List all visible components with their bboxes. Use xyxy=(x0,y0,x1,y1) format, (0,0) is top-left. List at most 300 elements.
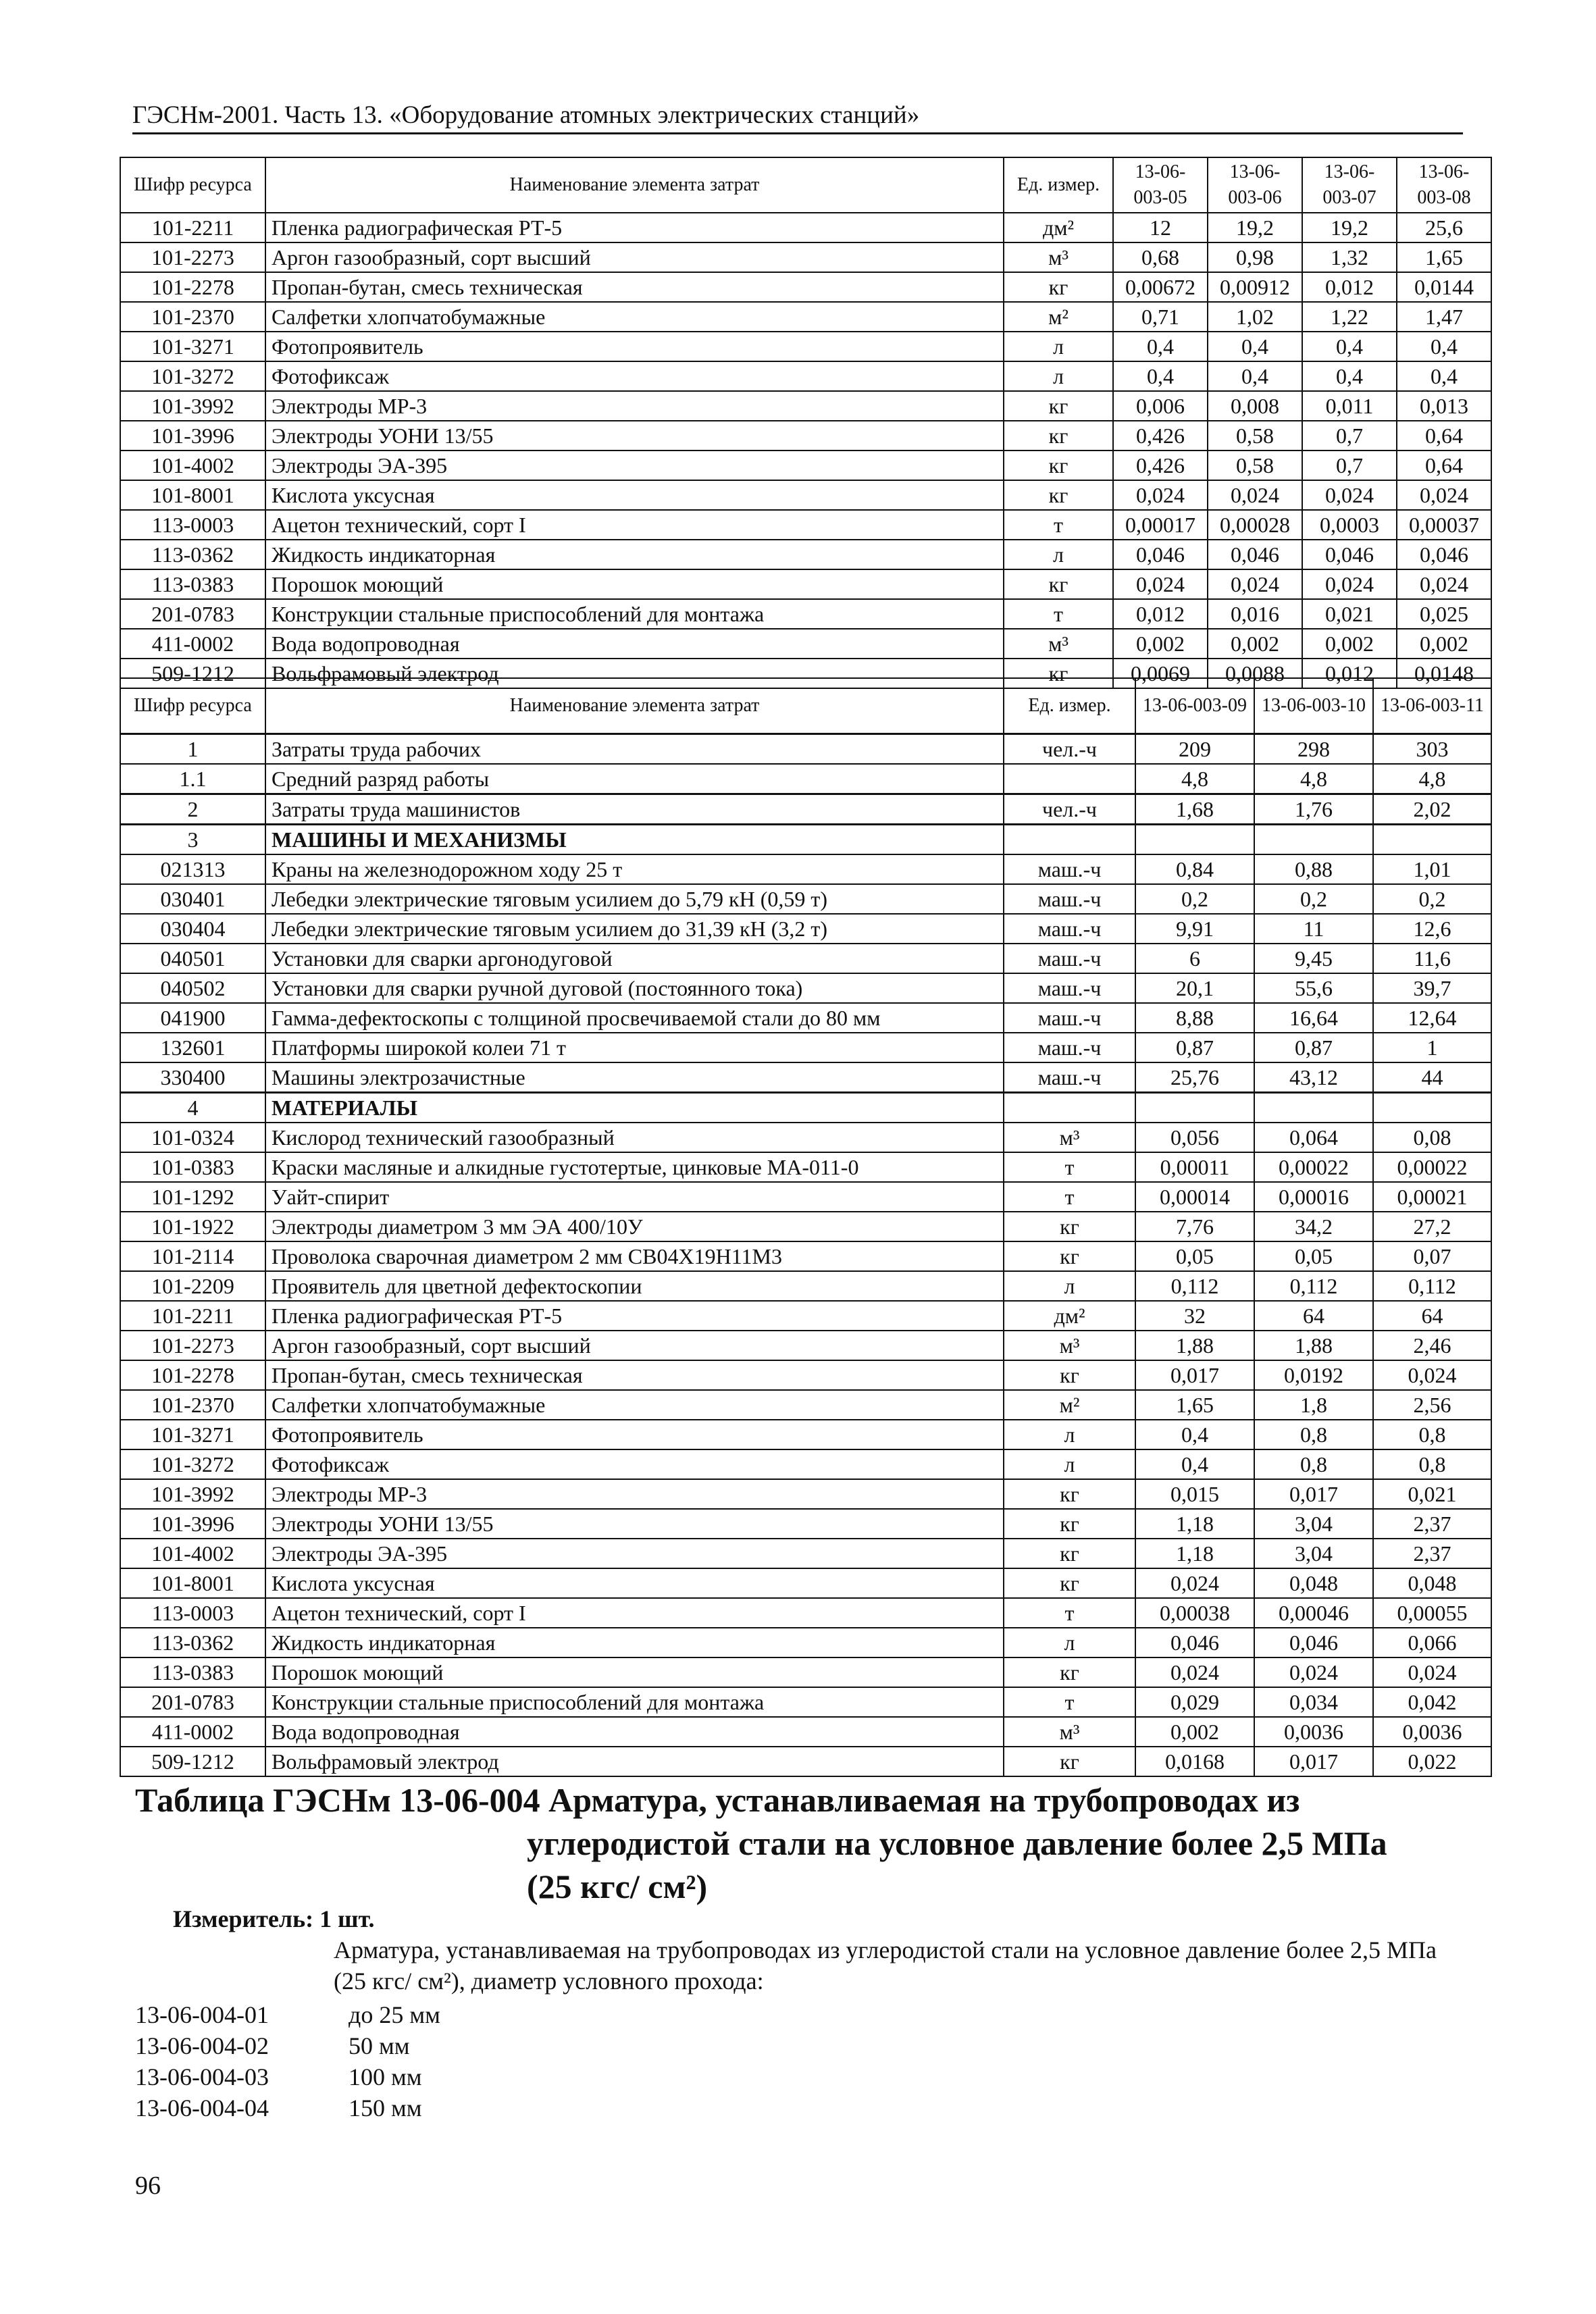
cell-value: 0,0168 xyxy=(1135,1747,1254,1776)
cell-value: 0,024 xyxy=(1302,480,1397,510)
cell-code: 101-0383 xyxy=(120,1152,265,1182)
cell-name: Конструкции стальные приспособлений для монтажа xyxy=(265,1687,1004,1717)
cell-code: 509-1212 xyxy=(120,1747,265,1776)
cell-value: 4,8 xyxy=(1373,764,1491,794)
norm-code: 13-06-004-03 xyxy=(135,2063,269,2090)
cell-value: 0,024 xyxy=(1208,480,1302,510)
cell-value: 0,7 xyxy=(1302,421,1397,451)
cell-value xyxy=(1135,1093,1254,1123)
cell-unit: маш.-ч xyxy=(1004,1033,1135,1062)
table-row xyxy=(120,1747,1491,1776)
cell-name: Лебедки электрические тяговым усилием до 5,79 кН (0,59 т) xyxy=(265,884,1004,914)
norm-code: 13-06-004-01 xyxy=(135,2001,269,2028)
cell-value xyxy=(1373,825,1491,855)
cell-value: 0,034 xyxy=(1254,1687,1373,1717)
cell-value: 0,112 xyxy=(1135,1271,1254,1301)
section-description: Арматура, устанавливаемая на трубопроводах из углеродистой стали на условное давление более 2,5 МПа (25 кгс/ см²), диаметр условного прохода: xyxy=(334,1936,1437,1995)
cell-unit: т xyxy=(1004,1152,1135,1182)
cell-value: 0,88 xyxy=(1254,854,1373,884)
cell-name: Аргон газообразный, сорт высший xyxy=(265,1331,1004,1360)
cell-code: 021313 xyxy=(120,854,265,884)
table-row xyxy=(120,599,1491,629)
cell-value: 209 xyxy=(1135,734,1254,765)
cell-code: 411-0002 xyxy=(120,1717,265,1747)
cell-name: Кислород технический газообразный xyxy=(265,1123,1004,1152)
cell-value: 0,017 xyxy=(1135,1360,1254,1390)
cell-value: 0,05 xyxy=(1135,1241,1254,1271)
cell-value xyxy=(1254,825,1373,855)
cell-value: 2,37 xyxy=(1373,1509,1491,1539)
cell-value: 12,64 xyxy=(1373,1003,1491,1033)
cell-code: 101-3272 xyxy=(120,361,265,391)
cell-value xyxy=(1373,1093,1491,1123)
cell-value: 0,00055 xyxy=(1373,1598,1491,1628)
cell-value: 0,002 xyxy=(1397,629,1491,659)
cell-unit: м³ xyxy=(1004,629,1113,659)
cell-name: Затраты труда машинистов xyxy=(265,794,1004,825)
cell-code: 101-2273 xyxy=(120,1331,265,1360)
cell-unit: кг xyxy=(1004,1568,1135,1598)
cell-unit: чел.-ч xyxy=(1004,794,1135,825)
cell-unit: кг xyxy=(1004,480,1113,510)
cell-code: 1 xyxy=(120,734,265,765)
cell-unit: кг xyxy=(1004,421,1113,451)
table2-body xyxy=(120,734,1491,1777)
cell-value: 20,1 xyxy=(1135,973,1254,1003)
cell-value: 0,84 xyxy=(1135,854,1254,884)
cell-value: 2,37 xyxy=(1373,1539,1491,1568)
cell-name: Средний разряд работы xyxy=(265,764,1004,794)
cell-value: 0,0144 xyxy=(1397,272,1491,302)
table-row xyxy=(120,1539,1491,1568)
norm-diameter: 50 мм xyxy=(349,2032,410,2059)
cell-code: 101-2209 xyxy=(120,1271,265,1301)
cell-code: 101-2211 xyxy=(120,1301,265,1331)
cell-value: 0,00022 xyxy=(1373,1152,1491,1182)
table-row xyxy=(120,1331,1491,1360)
cell-unit: кг xyxy=(1004,391,1113,421)
cell-value: 0,4 xyxy=(1302,332,1397,361)
cell-code: 041900 xyxy=(120,1003,265,1033)
cell-value: 2,02 xyxy=(1373,794,1491,825)
cell-name: Лебедки электрические тяговым усилием до 31,39 кН (3,2 т) xyxy=(265,914,1004,944)
cell-code: 101-8001 xyxy=(120,480,265,510)
cell-name: Кислота уксусная xyxy=(265,480,1004,510)
cell-value: 0,017 xyxy=(1254,1747,1373,1776)
table-row xyxy=(120,361,1491,391)
col-header-norm: 13-06-003-06 xyxy=(1208,157,1302,213)
cell-unit: т xyxy=(1004,1182,1135,1212)
cell-code: 411-0002 xyxy=(120,629,265,659)
cell-value: 3,04 xyxy=(1254,1539,1373,1568)
cell-name: Ацетон технический, сорт I xyxy=(265,510,1004,540)
cell-value: 0,024 xyxy=(1254,1657,1373,1687)
cell-value: 1,65 xyxy=(1397,242,1491,272)
table-row xyxy=(120,1212,1491,1241)
cell-code: 101-1922 xyxy=(120,1212,265,1241)
cell-value: 0,0036 xyxy=(1254,1717,1373,1747)
cell-value: 0,8 xyxy=(1373,1420,1491,1449)
col-header-code: Шифр ресурса xyxy=(120,157,265,213)
norm-code-item xyxy=(135,2030,440,2061)
cell-code: 101-8001 xyxy=(120,1568,265,1598)
cell-unit: кг xyxy=(1004,451,1113,480)
cell-value: 0,046 xyxy=(1397,540,1491,569)
cell-value: 0,4 xyxy=(1397,361,1491,391)
table-row xyxy=(120,1360,1491,1390)
cell-value: 3,04 xyxy=(1254,1509,1373,1539)
cell-name: Электроды диаметром 3 мм ЭА 400/10У xyxy=(265,1212,1004,1241)
norm-code-item xyxy=(135,2092,440,2124)
table-row xyxy=(120,1628,1491,1657)
cell-code: 101-4002 xyxy=(120,451,265,480)
cell-value: 25,76 xyxy=(1135,1062,1254,1093)
norm-code: 13-06-004-02 xyxy=(135,2032,269,2059)
cell-value: 0,71 xyxy=(1113,302,1208,332)
table-row xyxy=(120,1003,1491,1033)
norm-diameter: 100 мм xyxy=(349,2063,422,2090)
cell-unit: л xyxy=(1004,540,1113,569)
cell-value: 1,76 xyxy=(1254,794,1373,825)
cell-unit xyxy=(1004,1093,1135,1123)
cell-value: 0,4 xyxy=(1135,1449,1254,1479)
cell-value: 0,112 xyxy=(1373,1271,1491,1301)
cell-value: 0,066 xyxy=(1373,1628,1491,1657)
col-header-unit: Ед. измер. xyxy=(1004,678,1135,734)
cell-name: Электроды УОНИ 13/55 xyxy=(265,421,1004,451)
cell-value: 0,4 xyxy=(1208,332,1302,361)
cell-value: 55,6 xyxy=(1254,973,1373,1003)
cell-unit: кг xyxy=(1004,1509,1135,1539)
cell-unit: м² xyxy=(1004,1390,1135,1420)
cell-value: 2,56 xyxy=(1373,1390,1491,1420)
table-row xyxy=(120,794,1491,825)
cell-value: 0,00011 xyxy=(1135,1152,1254,1182)
cell-unit: дм² xyxy=(1004,1301,1135,1331)
cell-unit: кг xyxy=(1004,1479,1135,1509)
col-header-norm: 13-06-003-08 xyxy=(1397,157,1491,213)
cell-value: 0,112 xyxy=(1254,1271,1373,1301)
table-row xyxy=(120,480,1491,510)
section-title-line2: углеродистой стали на условное давление более 2,5 МПа (25 кгс/ см²) xyxy=(527,1824,1387,1905)
cell-value: 7,76 xyxy=(1135,1212,1254,1241)
section-title-line1: Таблица ГЭСНм 13-06-004 Арматура, устанавливаемая на трубопроводах из xyxy=(135,1781,1300,1819)
cell-value xyxy=(1135,825,1254,855)
cell-name: МАШИНЫ И МЕХАНИЗМЫ xyxy=(265,825,1004,855)
cell-unit: л xyxy=(1004,1449,1135,1479)
cell-value: 0,00672 xyxy=(1113,272,1208,302)
cell-value: 0,046 xyxy=(1208,540,1302,569)
cell-value: 0,024 xyxy=(1397,480,1491,510)
table1-body xyxy=(120,213,1491,688)
cell-unit: кг xyxy=(1004,1241,1135,1271)
cell-unit: кг xyxy=(1004,569,1113,599)
table-row xyxy=(120,1717,1491,1747)
cell-name: Пропан-бутан, смесь техническая xyxy=(265,272,1004,302)
cell-unit: м³ xyxy=(1004,1717,1135,1747)
cell-value: 11,6 xyxy=(1373,944,1491,973)
cell-value: 0,8 xyxy=(1254,1449,1373,1479)
cell-code: 132601 xyxy=(120,1033,265,1062)
cell-code: 101-1292 xyxy=(120,1182,265,1212)
cell-unit: л xyxy=(1004,361,1113,391)
cell-value: 4,8 xyxy=(1135,764,1254,794)
cell-value: 0,4 xyxy=(1397,332,1491,361)
cell-value: 1,02 xyxy=(1208,302,1302,332)
cell-name: Вода водопроводная xyxy=(265,1717,1004,1747)
cell-name: Фотофиксаж xyxy=(265,361,1004,391)
cell-unit: маш.-ч xyxy=(1004,884,1135,914)
cell-value: 0,046 xyxy=(1113,540,1208,569)
cell-value: 0,025 xyxy=(1397,599,1491,629)
cell-value: 0,2 xyxy=(1254,884,1373,914)
cell-value: 0,029 xyxy=(1135,1687,1254,1717)
cell-value: 0,00021 xyxy=(1373,1182,1491,1212)
table-row xyxy=(120,884,1491,914)
table-row xyxy=(120,944,1491,973)
cell-value: 1,18 xyxy=(1135,1539,1254,1568)
cell-unit: м² xyxy=(1004,302,1113,332)
cell-value: 0,056 xyxy=(1135,1123,1254,1152)
cell-code: 101-2114 xyxy=(120,1241,265,1271)
table-row xyxy=(120,1301,1491,1331)
cell-code: 113-0362 xyxy=(120,1628,265,1657)
cell-name: Электроды УОНИ 13/55 xyxy=(265,1509,1004,1539)
table-row xyxy=(120,734,1491,765)
table-row xyxy=(120,1598,1491,1628)
cell-code: 101-0324 xyxy=(120,1123,265,1152)
cell-value: 0,006 xyxy=(1113,391,1208,421)
cell-value: 0,87 xyxy=(1254,1033,1373,1062)
cell-name: Установки для сварки ручной дуговой (постоянного тока) xyxy=(265,973,1004,1003)
table-row xyxy=(120,1271,1491,1301)
cell-name: Порошок моющий xyxy=(265,1657,1004,1687)
col-header-unit: Ед. измер. xyxy=(1004,157,1113,213)
table-row xyxy=(120,1152,1491,1182)
cell-code: 3 xyxy=(120,825,265,855)
cell-unit: маш.-ч xyxy=(1004,854,1135,884)
cell-value: 0,024 xyxy=(1302,569,1397,599)
norm-code-item xyxy=(135,1999,440,2030)
cell-name: Салфетки хлопчатобумажные xyxy=(265,1390,1004,1420)
col-header-norm: 13-06-003-07 xyxy=(1302,157,1397,213)
cell-name: Вольфрамовый электрод xyxy=(265,1747,1004,1776)
cell-value xyxy=(1254,1093,1373,1123)
table-row xyxy=(120,242,1491,272)
cell-value: 0,0069 xyxy=(1113,659,1208,688)
cell-value: 0,8 xyxy=(1254,1420,1373,1449)
cell-value: 1,65 xyxy=(1135,1390,1254,1420)
cell-code: 101-3992 xyxy=(120,1479,265,1509)
col-header-norm: 13-06-003-05 xyxy=(1113,157,1208,213)
cell-unit: маш.-ч xyxy=(1004,973,1135,1003)
table-row xyxy=(120,1123,1491,1152)
cell-value: 1,88 xyxy=(1135,1331,1254,1360)
cell-value: 0,426 xyxy=(1113,421,1208,451)
cell-unit: кг xyxy=(1004,1212,1135,1241)
table-row xyxy=(120,1241,1491,1271)
cell-value: 12,6 xyxy=(1373,914,1491,944)
cell-code: 030401 xyxy=(120,884,265,914)
cell-unit: л xyxy=(1004,1271,1135,1301)
cell-value: 0,024 xyxy=(1113,569,1208,599)
cell-value: 0,4 xyxy=(1113,332,1208,361)
table-row xyxy=(120,213,1491,242)
cell-value: 0,2 xyxy=(1135,884,1254,914)
col-header-code: Шифр ресурса xyxy=(120,678,265,734)
cell-unit: кг xyxy=(1004,1657,1135,1687)
cell-code: 1.1 xyxy=(120,764,265,794)
cell-unit: л xyxy=(1004,1420,1135,1449)
cell-value: 32 xyxy=(1135,1301,1254,1331)
cell-value: 11 xyxy=(1254,914,1373,944)
cell-unit: т xyxy=(1004,510,1113,540)
cell-value: 303 xyxy=(1373,734,1491,765)
col-header-name: Наименование элемента затрат xyxy=(265,157,1004,213)
cell-name: Пропан-бутан, смесь техническая xyxy=(265,1360,1004,1390)
cell-value: 0,016 xyxy=(1208,599,1302,629)
cell-value: 0,046 xyxy=(1302,540,1397,569)
cell-name: Проволока сварочная диаметром 2 мм СВ04Х19Н11М3 xyxy=(265,1241,1004,1271)
cell-name: Проявитель для цветной дефектоскопии xyxy=(265,1271,1004,1301)
cell-name: Ацетон технический, сорт I xyxy=(265,1598,1004,1628)
cell-code: 101-3996 xyxy=(120,1509,265,1539)
cell-value: 298 xyxy=(1254,734,1373,765)
cell-code: 509-1212 xyxy=(120,659,265,688)
cell-name: Затраты труда рабочих xyxy=(265,734,1004,765)
cell-code: 101-3992 xyxy=(120,391,265,421)
cell-value: 0,58 xyxy=(1208,451,1302,480)
cell-value: 0,024 xyxy=(1135,1657,1254,1687)
cell-code: 101-2370 xyxy=(120,1390,265,1420)
cell-value: 0,024 xyxy=(1397,569,1491,599)
cell-code: 201-0783 xyxy=(120,1687,265,1717)
cell-name: Электроды ЭА-395 xyxy=(265,451,1004,480)
col-header-name: Наименование элемента затрат xyxy=(265,678,1004,734)
cell-value: 0,4 xyxy=(1135,1420,1254,1449)
cell-value: 0,00037 xyxy=(1397,510,1491,540)
cell-name: Жидкость индикаторная xyxy=(265,540,1004,569)
cell-value: 0,00046 xyxy=(1254,1598,1373,1628)
cell-value: 0,024 xyxy=(1135,1568,1254,1598)
cell-unit: т xyxy=(1004,1687,1135,1717)
cell-value: 0,012 xyxy=(1302,659,1397,688)
cell-value: 0,021 xyxy=(1373,1479,1491,1509)
cell-value: 9,91 xyxy=(1135,914,1254,944)
cell-value: 39,7 xyxy=(1373,973,1491,1003)
cell-value: 8,88 xyxy=(1135,1003,1254,1033)
norm-code: 13-06-004-04 xyxy=(135,2094,269,2122)
cell-code: 101-3272 xyxy=(120,1449,265,1479)
cell-value: 64 xyxy=(1254,1301,1373,1331)
cell-value: 0,011 xyxy=(1302,391,1397,421)
table-row xyxy=(120,391,1491,421)
cell-name: Установки для сварки аргонодуговой xyxy=(265,944,1004,973)
cell-code: 113-0383 xyxy=(120,569,265,599)
cell-name: Пленка радиографическая РТ-5 xyxy=(265,1301,1004,1331)
cell-value: 1,88 xyxy=(1254,1331,1373,1360)
table-row xyxy=(120,332,1491,361)
cell-value: 0,0088 xyxy=(1208,659,1302,688)
cell-value: 0,024 xyxy=(1373,1657,1491,1687)
cell-unit: маш.-ч xyxy=(1004,1003,1135,1033)
cell-unit: м³ xyxy=(1004,1123,1135,1152)
page-header: ГЭСНм-2001. Часть 13. «Оборудование атомных электрических станций» xyxy=(132,100,1463,134)
cell-code: 101-3271 xyxy=(120,1420,265,1449)
cell-value: 0,048 xyxy=(1373,1568,1491,1598)
table-row xyxy=(120,1687,1491,1717)
resource-table-003-05-08 xyxy=(120,157,1492,689)
cell-value: 0,002 xyxy=(1113,629,1208,659)
cell-value: 0,00022 xyxy=(1254,1152,1373,1182)
table-row xyxy=(120,1062,1491,1093)
resource-table-003-09-11 xyxy=(120,677,1492,1777)
cell-value: 0,08 xyxy=(1373,1123,1491,1152)
table-row xyxy=(120,1657,1491,1687)
cell-value: 0,8 xyxy=(1373,1449,1491,1479)
cell-value: 9,45 xyxy=(1254,944,1373,973)
cell-unit: кг xyxy=(1004,659,1113,688)
cell-code: 101-3996 xyxy=(120,421,265,451)
cell-name: Гамма-дефектоскопы с толщиной просвечиваемой стали до 80 мм xyxy=(265,1003,1004,1033)
cell-value: 1,47 xyxy=(1397,302,1491,332)
cell-code: 113-0362 xyxy=(120,540,265,569)
table-row xyxy=(120,1033,1491,1062)
cell-code: 101-3271 xyxy=(120,332,265,361)
cell-unit: т xyxy=(1004,1598,1135,1628)
cell-value: 0,68 xyxy=(1113,242,1208,272)
section-title xyxy=(135,1778,1418,1908)
cell-unit: маш.-ч xyxy=(1004,914,1135,944)
cell-value: 0,024 xyxy=(1113,480,1208,510)
cell-value: 0,017 xyxy=(1254,1479,1373,1509)
cell-value: 44 xyxy=(1373,1062,1491,1093)
cell-value: 0,012 xyxy=(1113,599,1208,629)
cell-code: 040502 xyxy=(120,973,265,1003)
norm-code-item xyxy=(135,2061,440,2092)
cell-value: 0,426 xyxy=(1113,451,1208,480)
meter-label: Измеритель: 1 шт. xyxy=(173,1905,375,1932)
cell-name: Электроды МР-3 xyxy=(265,391,1004,421)
table-row xyxy=(120,540,1491,569)
cell-unit xyxy=(1004,764,1135,794)
cell-name: Краски масляные и алкидные густотертые, цинковые МА-011-0 xyxy=(265,1152,1004,1182)
table-row xyxy=(120,1509,1491,1539)
cell-value: 19,2 xyxy=(1302,213,1397,242)
cell-code: 201-0783 xyxy=(120,599,265,629)
table-row xyxy=(120,302,1491,332)
cell-value: 0,00912 xyxy=(1208,272,1302,302)
cell-value: 16,64 xyxy=(1254,1003,1373,1033)
cell-code: 101-2278 xyxy=(120,272,265,302)
cell-value: 0,024 xyxy=(1208,569,1302,599)
cell-value: 12 xyxy=(1113,213,1208,242)
cell-unit: кг xyxy=(1004,1360,1135,1390)
cell-value: 4,8 xyxy=(1254,764,1373,794)
cell-value: 6 xyxy=(1135,944,1254,973)
table-row xyxy=(120,569,1491,599)
cell-value: 27,2 xyxy=(1373,1212,1491,1241)
col-header-norm: 13-06-003-10 xyxy=(1254,678,1373,734)
cell-value: 0,002 xyxy=(1135,1717,1254,1747)
cell-unit: кг xyxy=(1004,1747,1135,1776)
table-row xyxy=(120,825,1491,855)
table-row xyxy=(120,1182,1491,1212)
cell-value: 0,042 xyxy=(1373,1687,1491,1717)
cell-unit: т xyxy=(1004,599,1113,629)
cell-code: 040501 xyxy=(120,944,265,973)
cell-value: 25,6 xyxy=(1397,213,1491,242)
